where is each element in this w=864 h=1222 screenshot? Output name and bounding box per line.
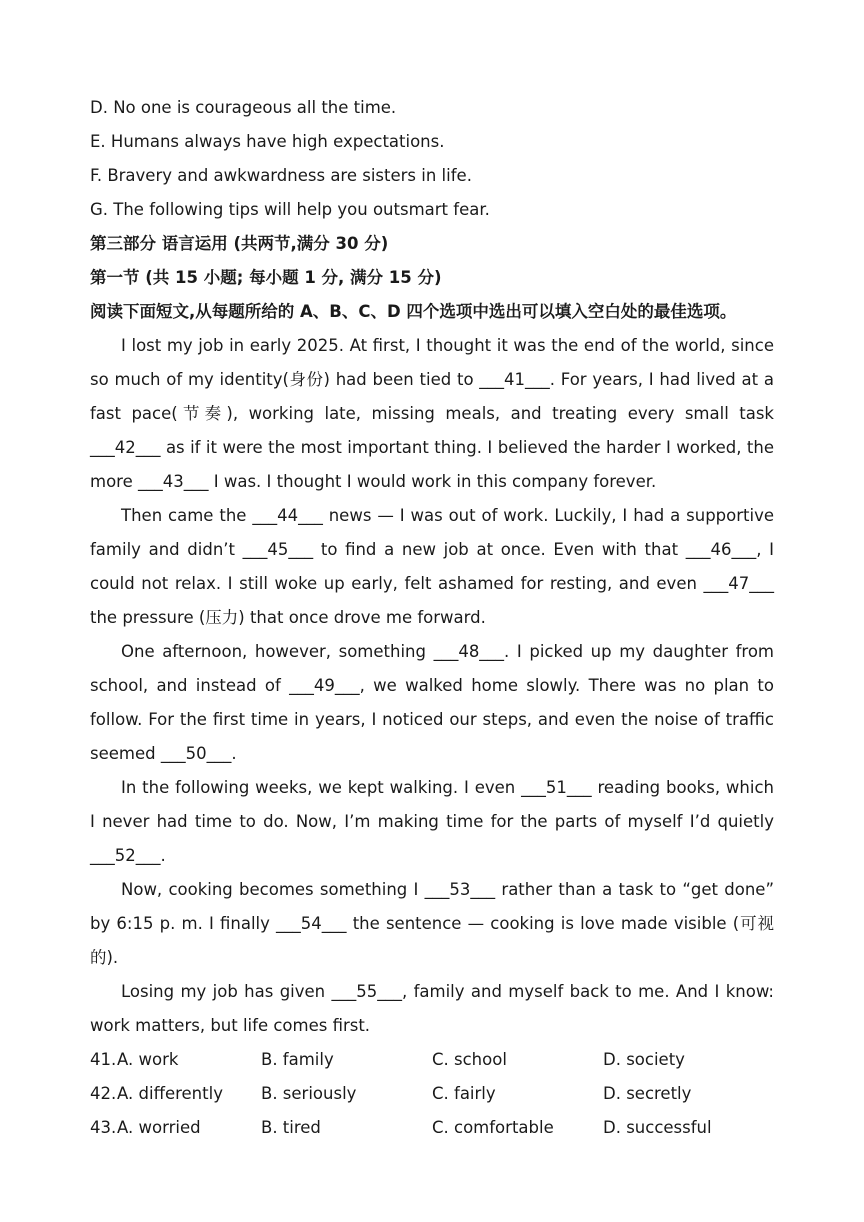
passage-paragraph-5: Now, cooking becomes something I ___53___ rather than a task to “get done” by 6:15 p. m. I finally ___54___ the sentence — cooking is love made visible (可视的). — [90, 880, 774, 967]
choice-c: C. school — [432, 1050, 507, 1069]
instruction: 阅读下面短文,从每题所给的 A、B、C、D 四个选项中选出可以填入空白处的最佳选项。 — [90, 302, 737, 321]
option-d: D. No one is courageous all the time. — [90, 98, 397, 117]
page-content — [90, 91, 774, 1145]
choice-b: B. seriously — [261, 1084, 357, 1103]
choice-b: B. family — [261, 1050, 334, 1069]
passage-paragraph-6: Losing my job has given ___55___, family and myself back to me. And I know: work matters, but life comes first. — [90, 982, 774, 1035]
passage-paragraph-2: Then came the ___44___ news — I was out of work. Luckily, I had a supportive family and didn’t ___45___ to find a new job at once. Even with that ___46___, I could not relax. I still woke up early, felt ashamed for resting, and even ___47___ the pressure (压力) that once drove me forward. — [90, 506, 774, 627]
choice-a: A. differently — [117, 1084, 223, 1103]
choice-d: D. secretly — [603, 1084, 692, 1103]
section-title: 第一节 (共 15 小题; 每小题 1 分, 满分 15 分) — [90, 268, 442, 287]
option-e: E. Humans always have high expectations. — [90, 132, 445, 151]
option-g: G. The following tips will help you outsmart fear. — [90, 200, 490, 219]
choice-b: B. tired — [261, 1118, 321, 1137]
question-number: 41. — [90, 1050, 117, 1069]
question-number: 42. — [90, 1084, 117, 1103]
passage-paragraph-1: I lost my job in early 2025. At first, I thought it was the end of the world, since so much of my identity(身份) had been tied to ___41___. For years, I had lived at a fast pace(节奏), working late, missing meals, and treating every small task ___42___ as if it were the most important thing. I believed the harder I worked, the more ___43___ I was. I thought I would work in this company forever. — [90, 336, 774, 491]
question-41 — [90, 1043, 774, 1077]
question-number: 43. — [90, 1118, 117, 1137]
question-42 — [90, 1077, 774, 1111]
choice-c: C. fairly — [432, 1084, 496, 1103]
choice-a: A. work — [117, 1050, 179, 1069]
option-f: F. Bravery and awkwardness are sisters in life. — [90, 166, 472, 185]
choice-d: D. society — [603, 1050, 685, 1069]
choice-a: A. worried — [117, 1118, 201, 1137]
choice-d: D. successful — [603, 1118, 712, 1137]
passage-paragraph-4: In the following weeks, we kept walking. I even ___51___ reading books, which I never had time to do. Now, I’m making time for the parts of myself I’d quietly ___52___. — [90, 778, 774, 865]
choice-c: C. comfortable — [432, 1118, 554, 1137]
question-43 — [90, 1111, 774, 1145]
part-title: 第三部分 语言运用 (共两节,满分 30 分) — [90, 234, 389, 253]
passage-paragraph-3: One afternoon, however, something ___48___. I picked up my daughter from school, and instead of ___49___, we walked home slowly. There was no plan to follow. For the first time in years, I noticed our steps, and even the noise of traffic seemed ___50___. — [90, 642, 774, 763]
